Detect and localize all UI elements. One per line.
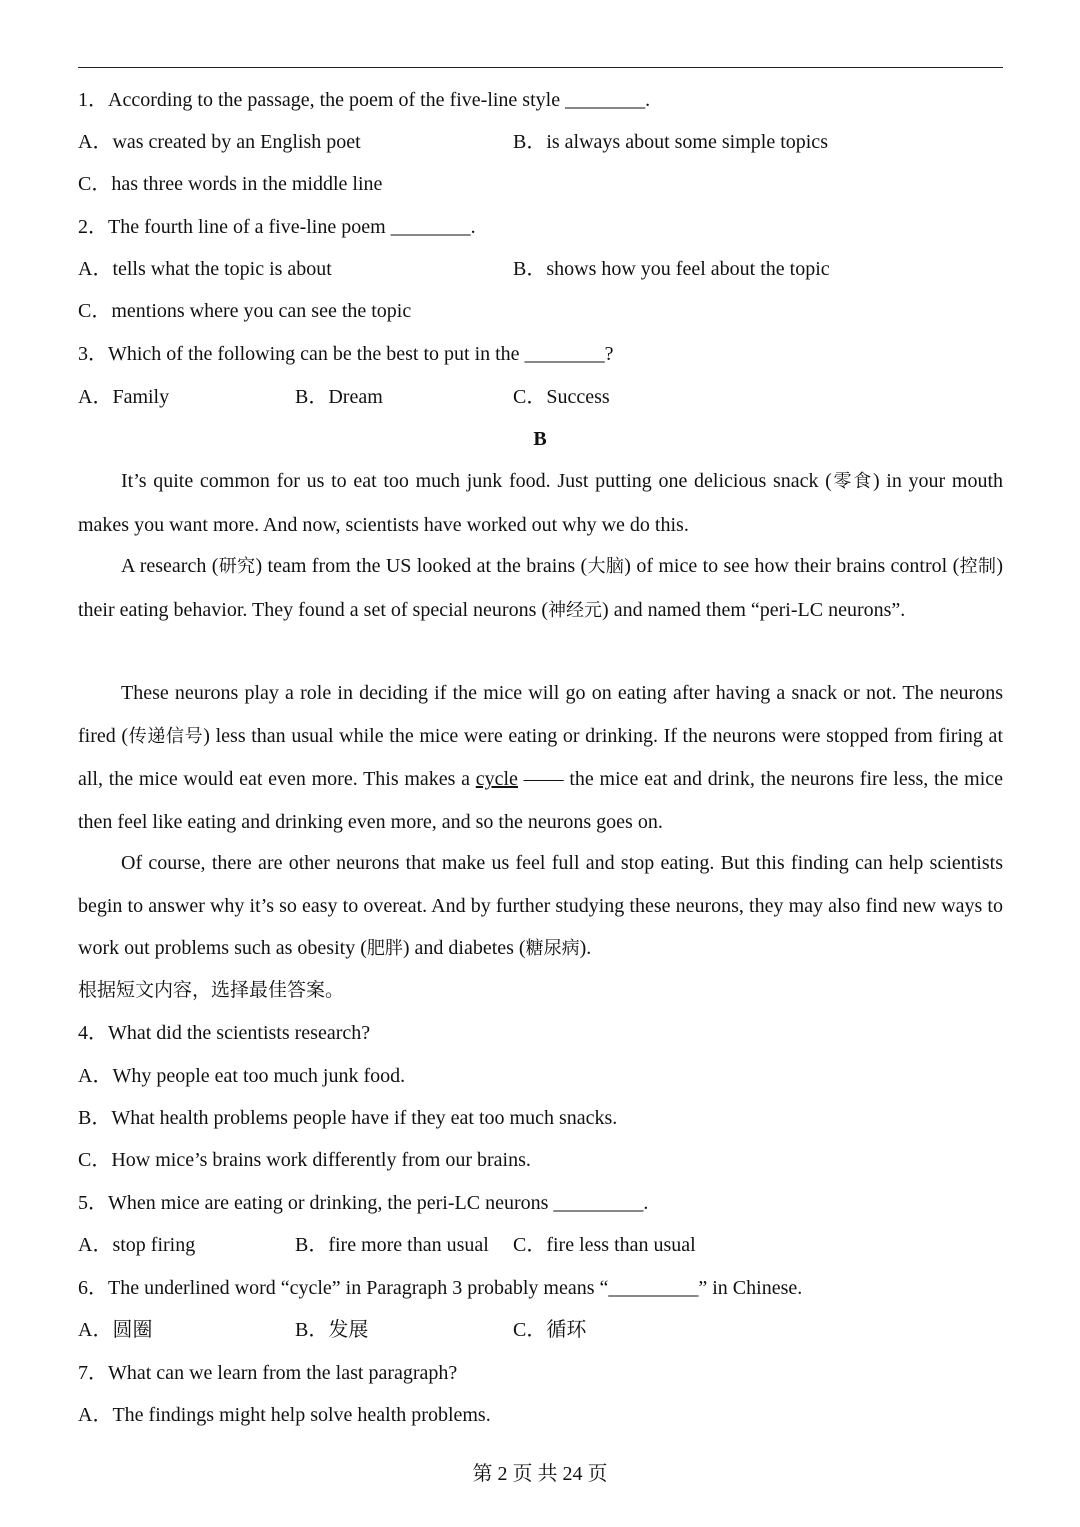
q2-option-b: B．shows how you feel about the topic	[513, 258, 830, 280]
q1-option-c: C．has three words in the middle line	[78, 173, 383, 195]
q2-stem: 2．The fourth line of a five-line poem ________.	[78, 216, 476, 238]
passage-paragraph-4: Of course, there are other neurons that make us feel full and stop eating. But this finding can help scientists begin to answer why it’s so easy to overeat. And by further studying these neurons, they may also find new ways to work out problems such as obesity (肥胖) and diabetes (糖尿病).	[78, 852, 1003, 959]
q4-option-a: A．Why people eat too much junk food.	[78, 1065, 406, 1087]
q3-stem: 3．Which of the following can be the best to put in the ________?	[78, 343, 614, 365]
q6-stem: 6．The underlined word “cycle” in Paragraph 3 probably means “_________” in Chinese.	[78, 1277, 803, 1299]
q7-stem: 7．What can we learn from the last paragraph?	[78, 1362, 458, 1384]
passage-paragraph-3: These neurons play a role in deciding if the mice will go on eating after having a snack or not. The neurons fired (传递信号) less than usual while the mice were eating or drinking. If the neurons were stopped from firing at all, the mice would eat even more. This makes a cycle —— the mice eat and drink, the neurons fire less, the mice then feel like eating and drinking even more, and so the neurons goes on.	[78, 682, 1003, 833]
q3-option-a: A．Family	[78, 386, 170, 408]
q5-option-c: C．fire less than usual	[513, 1234, 696, 1256]
q5-option-b: B．fire more than usual	[295, 1234, 489, 1256]
q5-stem: 5．When mice are eating or drinking, the peri-LC neurons _________.	[78, 1192, 649, 1214]
q7-option-a: A．The findings might help solve health problems.	[78, 1404, 491, 1426]
passage-paragraph-2: A research (研究) team from the US looked at the brains (大脑) of mice to see how their brains control (控制) their eating behavior. They found a set of special neurons (神经元) and named them “peri-LC neurons”.	[78, 555, 1004, 621]
q4-option-b: B．What health problems people have if they eat too much snacks.	[78, 1107, 618, 1129]
q4-option-c: C．How mice’s brains work differently from our brains.	[78, 1149, 531, 1171]
q1-option-a: A．was created by an English poet	[78, 131, 361, 153]
q6-option-c: C．循环	[513, 1319, 587, 1341]
header-rule	[78, 67, 1003, 68]
q3-option-b: B．Dream	[295, 386, 383, 408]
q1-option-b: B．is always about some simple topics	[513, 131, 828, 153]
q2-option-a: A．tells what the topic is about	[78, 258, 332, 280]
q6-option-a: A．圆圈	[78, 1319, 153, 1341]
q6-option-b: B．发展	[295, 1319, 369, 1341]
passage-paragraph-1: It’s quite common for us to eat too much junk food. Just putting one delicious snack (零食) in your mouth makes you want more. And now, scientists have worked out why we do this.	[78, 470, 1004, 536]
q1-stem: 1．According to the passage, the poem of the five-line style ________.	[78, 89, 651, 111]
section-heading: B	[533, 428, 547, 450]
page-footer: 第 2 页 共 24 页	[472, 1463, 608, 1485]
instruction: 根据短文内容，选择最佳答案。	[78, 979, 345, 1001]
q3-option-c: C．Success	[513, 386, 610, 408]
q2-option-c: C．mentions where you can see the topic	[78, 300, 412, 322]
q4-stem: 4．What did the scientists research?	[78, 1022, 371, 1044]
underlined-word-cycle: cycle	[475, 768, 518, 790]
q5-option-a: A．stop firing	[78, 1234, 196, 1256]
